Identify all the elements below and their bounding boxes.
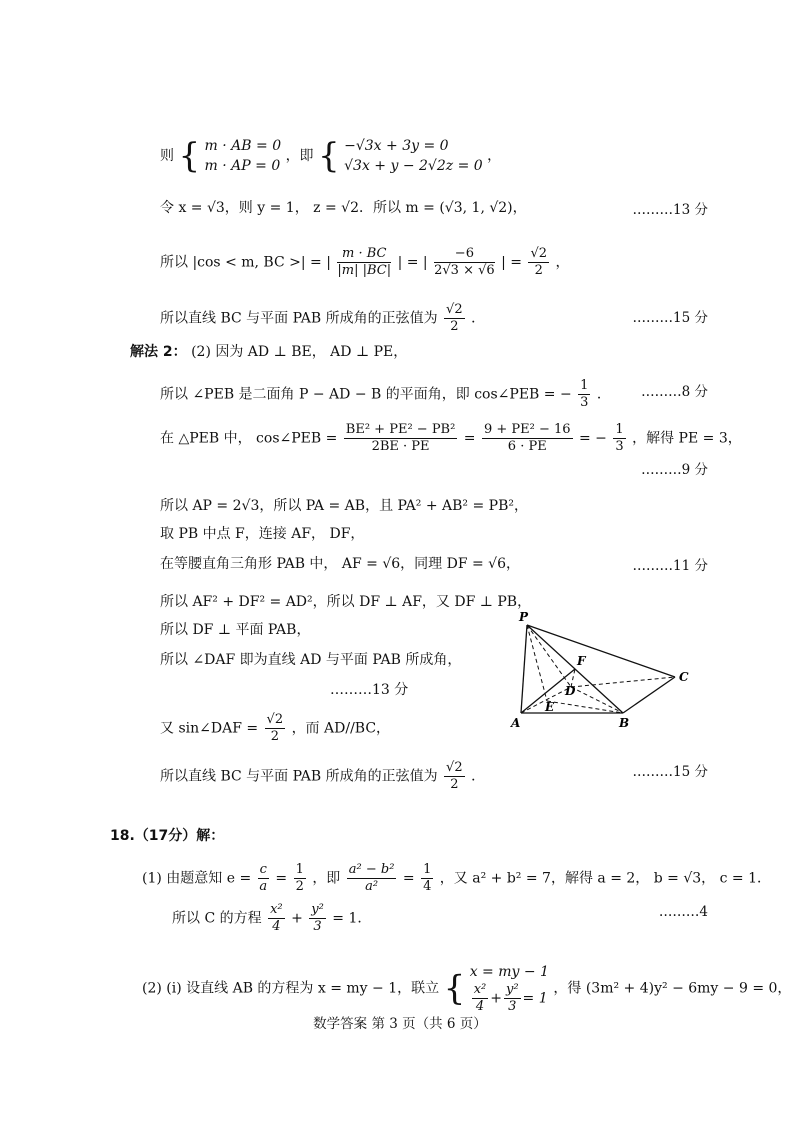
system-1 xyxy=(205,136,282,176)
q18-heading: 18.（17分）解： xyxy=(110,828,225,844)
frac-num: 1 xyxy=(580,378,589,393)
line-system-1 xyxy=(160,136,501,176)
brace-3: { xyxy=(443,968,466,1009)
frac-quarter xyxy=(421,862,433,895)
frac-den: 2 xyxy=(450,777,459,792)
frac-cosine-1 xyxy=(344,422,458,455)
line-method-2 xyxy=(130,342,407,362)
line-set-x: 令 x = √3，则 y = 1， z = √2．所以 m = (√3, 1, √2)， xyxy=(160,200,527,216)
text-abs-mid: | = | xyxy=(397,254,428,271)
edge-pd xyxy=(527,625,571,687)
frac-den: 2 xyxy=(295,879,304,894)
frac-den: 3 xyxy=(615,439,624,454)
eq-m-ap: m · AP = 0 xyxy=(204,158,281,174)
frac-num: 1 xyxy=(615,422,624,437)
frac-num: y² xyxy=(505,982,519,997)
frac-cos-1 xyxy=(337,246,391,279)
text-plus: + xyxy=(490,990,502,1007)
text-ze: 则 xyxy=(160,148,174,164)
edge-pa xyxy=(521,625,527,713)
frac-den: 2√3 × √6 xyxy=(434,263,495,278)
score-15-a: ………15 分 xyxy=(632,310,708,326)
frac-den: 2 xyxy=(534,263,543,278)
frac-den: 3 xyxy=(313,919,322,934)
frac-den: |m| |BC| xyxy=(337,263,392,278)
frac-y2-3 xyxy=(309,902,326,935)
text-answer-prefix: 所以直线 BC 与平面 PAB 所成角的正弦值为 xyxy=(160,310,438,327)
text-eq-neg: = − xyxy=(579,430,607,447)
frac-num: a² − b² xyxy=(348,862,395,877)
frac-sin-daf xyxy=(265,712,286,745)
frac-num: 1 xyxy=(423,862,432,877)
text-period: ． xyxy=(471,310,486,327)
text-ji: ，即 xyxy=(312,870,341,887)
text-period: ． xyxy=(471,768,486,785)
text-eq: = xyxy=(463,430,476,447)
edge-dc xyxy=(571,677,675,687)
line-angle-daf: 所以 ∠DAF 即为直线 AD 与平面 PAB 所成角， xyxy=(160,652,462,668)
label-c: C xyxy=(679,670,689,684)
text-plus: + xyxy=(291,910,303,927)
score-13-b: ………13 分 xyxy=(330,682,409,698)
frac-num: c xyxy=(259,862,267,877)
score-11: ………11 分 xyxy=(632,558,708,574)
frac-num: x² xyxy=(473,982,487,997)
text-eq: = xyxy=(275,870,288,887)
line-cos xyxy=(160,246,569,279)
score-9: ………9 分 xyxy=(641,462,708,478)
frac-num: √2 xyxy=(446,302,463,317)
frac-answer-2 xyxy=(444,760,465,793)
label-p: P xyxy=(519,610,529,624)
text-answer-prefix: 所以直线 BC 与平面 PAB 所成角的正弦值为 xyxy=(160,768,438,785)
frac-cosine-2 xyxy=(482,422,573,455)
frac-num: BE² + PE² − PB² xyxy=(345,422,456,437)
text-solve-abc: ，又 a² + b² = 7，解得 a = 2， b = √3， c = 1． xyxy=(439,870,771,887)
system-3 xyxy=(470,962,549,1015)
method-2-heading: 解法 2： xyxy=(130,344,187,360)
frac-num: 9 + PE² − 16 xyxy=(483,422,571,437)
line-perp-plane: 所以 DF ⊥ 平面 PAB， xyxy=(160,622,311,638)
eq-m-ab: m · AB = 0 xyxy=(204,138,282,154)
frac-den: 6 · PE xyxy=(507,439,547,454)
brace-1: { xyxy=(178,136,201,176)
geometry-figure xyxy=(505,605,705,735)
text-cos-prefix: 所以 |cos < m, BC >| = | xyxy=(160,254,331,271)
text-eq: = xyxy=(402,870,415,887)
text-solve-pe: ，解得 PE = 3， xyxy=(632,430,742,447)
line-dihedral xyxy=(160,378,611,411)
eq-linear-2: √3x + y − 2√2z = 0 xyxy=(344,158,483,174)
system-2 xyxy=(344,136,483,176)
frac-num: m · BC xyxy=(337,246,391,263)
text-ji: ，即 xyxy=(285,148,314,164)
frac-half xyxy=(294,862,306,895)
line-perp: 所以 AF² + DF² = AD²，所以 DF ⊥ AF，又 DF ⊥ PB， xyxy=(160,594,532,610)
line-q18-2 xyxy=(142,962,791,1015)
frac-den: 3 xyxy=(508,999,517,1014)
line-cosine-rule xyxy=(160,422,742,455)
line-sin-daf xyxy=(160,712,390,745)
frac-num: √2 xyxy=(266,712,284,727)
text-e-def: (1) 由题意知 e = xyxy=(142,870,252,887)
frac-den: 4 xyxy=(272,919,281,934)
frac-x2-4 xyxy=(268,902,285,935)
score-15-b: ………15 分 xyxy=(632,764,708,780)
eq-ellipse xyxy=(470,982,549,1015)
frac-den: a² xyxy=(365,879,379,894)
edge-pb xyxy=(527,625,623,713)
eq-linear-1: −√3x + 3y = 0 xyxy=(344,138,449,154)
frac-num: √2 xyxy=(530,246,548,261)
frac-cos-3 xyxy=(528,246,549,279)
text-equation-prefix: 所以 C 的方程 xyxy=(172,910,262,927)
frac-one-third xyxy=(578,378,590,411)
line-answer-1 xyxy=(160,302,485,335)
score-13-a: ………13 分 xyxy=(632,202,708,218)
frac-den: 4 xyxy=(423,879,432,894)
edge-bc xyxy=(623,677,675,713)
line-isosceles: 在等腰直角三角形 PAB 中， AF = √6，同理 DF = √6， xyxy=(160,556,521,572)
line-answer-2 xyxy=(160,760,485,793)
text-line-ab: (2) (i) 设直线 AB 的方程为 x = my − 1，联立 xyxy=(142,980,440,997)
frac-den: 4 xyxy=(475,999,485,1014)
text-dihedral: 所以 ∠PEB 是二面角 P − AD − B 的平面角，即 cos∠PEB = − xyxy=(160,386,572,403)
text-abs-mid2: | = xyxy=(501,254,523,271)
label-d: D xyxy=(565,684,576,698)
text-sin-daf: 又 sin∠DAF = xyxy=(160,720,259,737)
line-ap: 所以 AP = 2√3，所以 PA = AB，且 PA² + AB² = PB²， xyxy=(160,498,528,514)
text-because: (2) 因为 AD ⊥ BE， AD ⊥ PE， xyxy=(191,344,408,360)
frac-cosine-3 xyxy=(613,422,625,455)
frac-den: 2 xyxy=(270,729,279,744)
text-comma: ， xyxy=(555,254,570,271)
frac-den: a xyxy=(259,879,268,894)
frac-num: √2 xyxy=(446,760,463,775)
text-eq-one: = 1． xyxy=(332,910,372,927)
line-midpoint: 取 PB 中点 F，连接 AF， DF， xyxy=(160,526,365,542)
frac-den: 3 xyxy=(580,395,589,410)
frac-num: y² xyxy=(311,902,324,917)
frac-x2-4 xyxy=(472,982,489,1015)
label-a: A xyxy=(511,716,521,730)
text-parallel: ，而 AD//BC， xyxy=(291,720,391,737)
eq-line: x = my − 1 xyxy=(469,964,549,980)
label-e: E xyxy=(545,700,555,714)
frac-num: −6 xyxy=(434,246,495,263)
text-eq-one: = 1 xyxy=(522,990,548,1007)
frac-y2-3 xyxy=(504,982,521,1015)
edge-pc xyxy=(527,625,675,677)
text-triangle: 在 △PEB 中， cos∠PEB = xyxy=(160,430,338,447)
line-q18-1 xyxy=(142,862,771,895)
frac-den: 2BE · PE xyxy=(371,439,430,454)
label-f: F xyxy=(577,654,586,668)
text-quadratic: ，得 (3m² + 4)y² − 6my − 9 = 0， xyxy=(553,980,792,997)
edge-pe xyxy=(527,625,547,701)
brace-2: { xyxy=(318,136,340,176)
frac-c-a xyxy=(258,862,269,895)
frac-num: 1 xyxy=(295,862,304,877)
text-comma: ， xyxy=(487,148,502,164)
line-q18-equation xyxy=(172,902,371,935)
page-footer: 数学答案 第 3 页（共 6 页） xyxy=(313,1016,487,1032)
frac-num: x² xyxy=(270,902,283,917)
frac-den: 2 xyxy=(450,319,459,334)
frac-answer-1 xyxy=(444,302,465,335)
frac-a-b xyxy=(347,862,397,895)
frac-cos-2 xyxy=(434,246,495,279)
text-period: ． xyxy=(596,386,611,403)
label-b: B xyxy=(619,716,630,730)
score-4: ………4 xyxy=(658,904,708,920)
score-8: ………8 分 xyxy=(641,384,708,400)
